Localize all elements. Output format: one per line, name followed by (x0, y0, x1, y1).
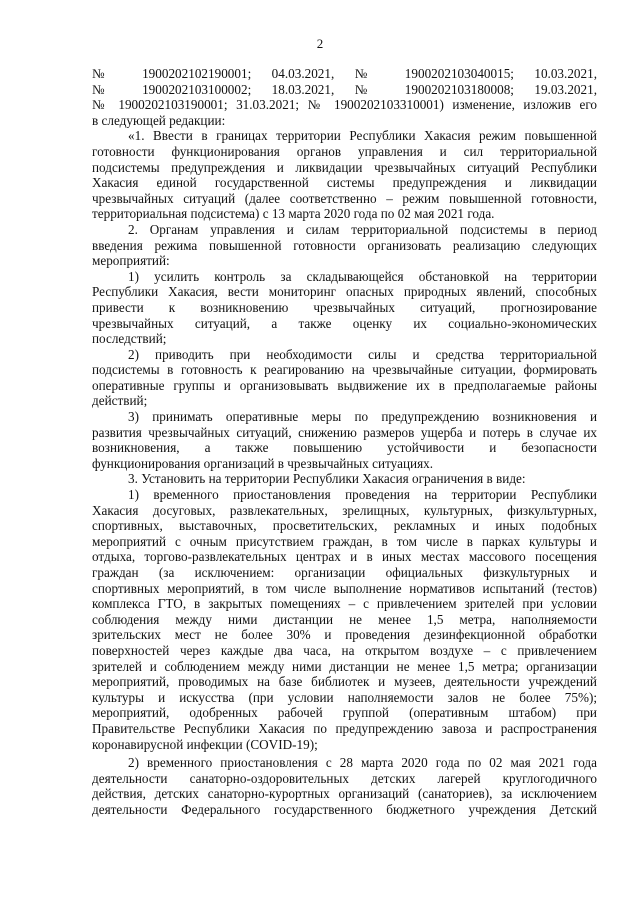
text-line: готовности функционирования органов управления и сил территориальной (92, 143, 597, 159)
text-line: Хакасия досуговых, развлекательных, зрелищных, культурных, физкультурных, (92, 502, 597, 518)
text-line: соблюдения между ними дистанции не менее 1,5 метра, наполняемости (92, 611, 597, 627)
text-line: «1. Ввести в границах территории Республики Хакасия режим повышенной (128, 128, 597, 144)
text-line: в следующей редакции: (92, 112, 226, 128)
text-line: деятельности санаторно-оздоровительных детских лагерей круглогодичного (92, 770, 597, 786)
text-line: спортивных, выставочных, просветительских, рекламных и иных подобных (92, 518, 597, 534)
document-body (92, 66, 597, 818)
text-line: мероприятий, одобренных рабочей группой (оперативным штабом) при (92, 705, 597, 721)
text-line: действий; (92, 393, 148, 409)
text-line: последствий; (92, 331, 167, 347)
text-line: мероприятий, проводимых на базе библиотек и музеев, деятельности учреждений (92, 674, 597, 690)
text-line: граждан (за исключением: организации официальных физкультурных и (92, 565, 597, 580)
text-line: № 1900202102190001; 04.03.2021, № 1900202103040015; 10.03.2021, (92, 66, 597, 81)
text-line: зрителей и соблюдением между ними дистанции не менее 1,5 метра; организации (92, 658, 597, 674)
text-line: территориальная подсистема) с 13 марта 2020 года по 02 мая 2021 года. (92, 206, 495, 222)
text-line: зрительских мест не более 30% и проведения дезинфекционной обработки (92, 627, 597, 643)
text-line: возникновения, а также повышению устойчивости и безопасности (92, 440, 597, 456)
page-number: 2 (316, 36, 324, 51)
text-line: поверхностей через каждые два часа, на открытом воздухе – с привлечением (92, 642, 597, 658)
text-line: функционирования организаций в чрезвычайных ситуациях. (92, 455, 434, 471)
text-line: подсистемы предупреждения и ликвидации чрезвычайных ситуаций Республики (92, 159, 597, 175)
text-line: Правительстве Республики Хакасия по предупреждению завоза и распространения (92, 720, 597, 736)
text-line: спортивных мероприятий, в том числе выполнение нормативов испытаний (тестов) (92, 580, 597, 596)
text-line: культуры и искусства (при условии наполняемости залов не более 75%); (92, 689, 597, 705)
text-line: 2) временного приостановления с 28 марта 2020 года по 02 мая 2021 года (128, 755, 597, 771)
text-line: Республики Хакасия, вести мониторинг опасных природных явлений, способных (92, 284, 597, 300)
text-line: 2. Органам управления и силам территориальной подсистемы в период (128, 221, 597, 237)
text-line: 3) принимать оперативные меры по предупреждению возникновения и (128, 409, 597, 425)
text-line: чрезвычайных ситуаций (далее соответственно – режим повышенной готовности, (92, 190, 597, 206)
text-line: развития чрезвычайных ситуаций, снижению размеров ущерба и потерь в случае их (92, 424, 597, 440)
text-line: комплекса ГТО, в закрытых помещениях – с привлечением зрителей при условии (92, 596, 597, 612)
text-line: № 1900202103100002; 18.03.2021, № 1900202103180008; 19.03.2021, (92, 81, 597, 97)
text-line: привести к возникновению чрезвычайных ситуаций, прогнозирование (92, 299, 597, 315)
text-line: коронавирусной инфекции (COVID-19); (92, 736, 318, 752)
text-line: деятельности Федерального государственного бюджетного учреждения Детский (92, 801, 597, 817)
text-line: Хакасия единой государственной системы предупреждения и ликвидации (92, 175, 597, 191)
text-line: 2) приводить при необходимости силы и средства территориальной (128, 346, 597, 362)
text-line: оперативные группы и организовывать выдвижение их в предполагаемые районы (92, 377, 597, 393)
text-line: действия, детских санаторно-курортных организаций (санаториев), за исключением (92, 786, 597, 802)
text-line: мероприятий: (92, 253, 170, 269)
text-line: отдыха, торгово-развлекательных центрах и в иных местах массового посещения (92, 549, 597, 565)
text-line: введения режима повышенной готовности организовать реализацию следующих (92, 237, 597, 253)
text-line: 1) временного приостановления проведения на территории Республики (128, 487, 597, 503)
text-line: мероприятий с очным присутствием граждан, в том числе в парках культуры и (92, 533, 597, 549)
text-line: № 1900202103190001; 31.03.2021; № 1900202103310001) изменение, изложив его (92, 97, 597, 113)
text-line: подсистемы в готовность к реагированию на чрезвычайные ситуации, формировать (92, 362, 597, 378)
text-line: 1) усилить контроль за складывающейся обстановкой на территории (128, 268, 597, 284)
text-line: 3. Установить на территории Республики Хакасия ограничения в виде: (128, 471, 526, 487)
text-line: чрезвычайных ситуаций, а также оценку их социально-экономических (92, 315, 597, 331)
